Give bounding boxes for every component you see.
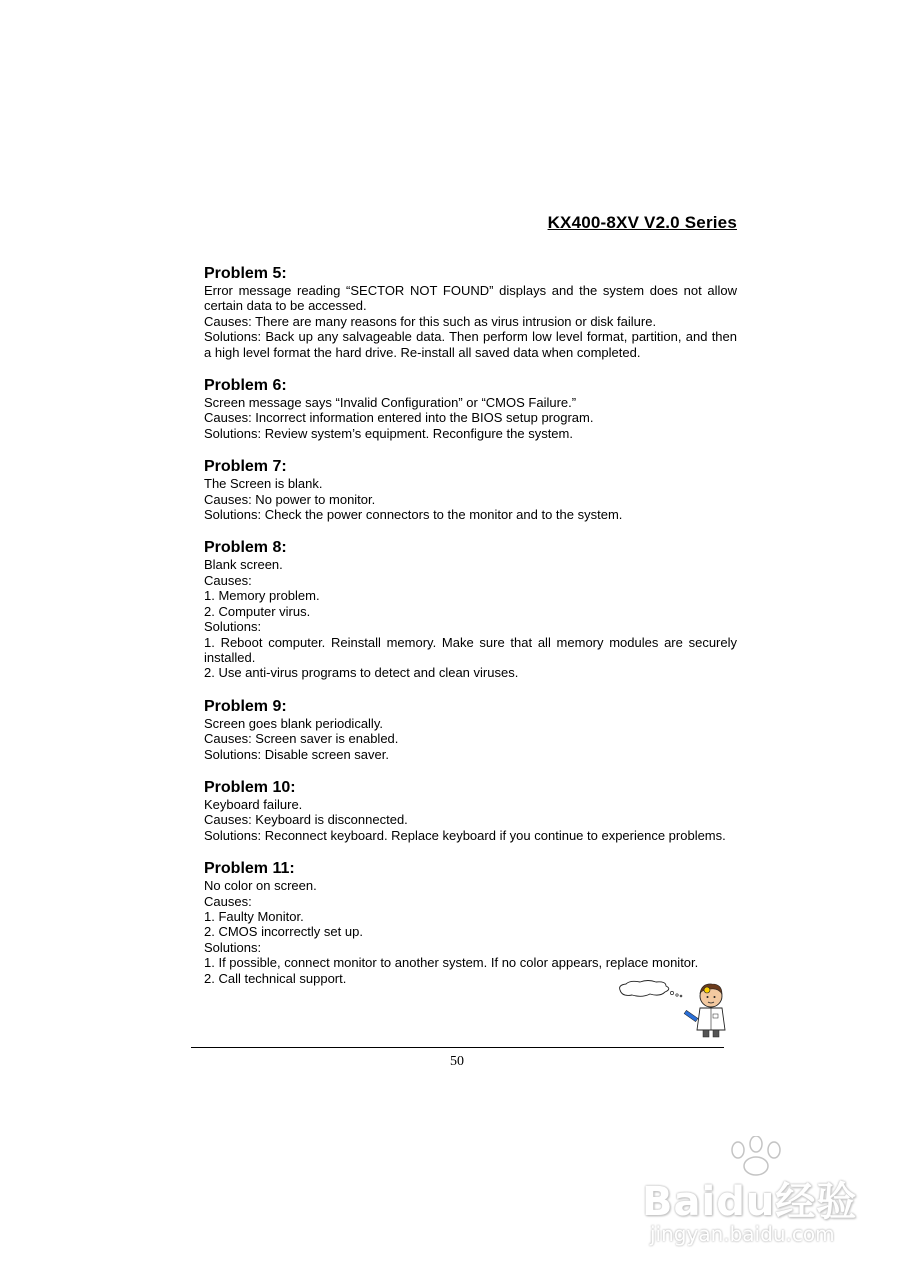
problem-section [204, 376, 737, 441]
page-number: 50 [450, 1054, 464, 1069]
problem-line: Causes: [204, 893, 252, 909]
problem-title: Problem 7: [204, 458, 287, 476]
problem-line: 1. Memory problem. [204, 588, 320, 604]
problem-line: 2. Call technical support. [204, 970, 347, 986]
problem-line: Causes: Keyboard is disconnected. [204, 812, 408, 828]
watermark-url: jingyan.baidu.com [650, 1222, 835, 1246]
baidu-watermark [636, 1142, 866, 1272]
problem-line: Causes: Incorrect information entered into the BIOS setup program. [204, 410, 594, 426]
problem-line: Solutions: Reconnect keyboard. Replace keyboard if you continue to experience problems. [204, 827, 726, 843]
footer-divider [191, 1047, 724, 1048]
problem-line: Solutions: Review system’s equipment. Reconfigure the system. [204, 425, 573, 441]
problem-line: Causes: [204, 572, 252, 588]
problem-line: Screen goes blank periodically. [204, 715, 383, 731]
problem-line: Solutions: Check the power connectors to the monitor and to the system. [204, 507, 623, 523]
page-header-title: KX400-8XV V2.0 Series [547, 213, 737, 232]
problem-line: The Screen is blank. [204, 476, 323, 492]
problem-line: 1. Faulty Monitor. [204, 908, 304, 924]
problem-line: Causes: There are many reasons for this such as virus intrusion or disk failure. [204, 313, 657, 329]
problem-title: Problem 11: [204, 860, 295, 878]
problem-line: No color on screen. [204, 878, 317, 894]
problem-line: Solutions: Disable screen saver. [204, 746, 389, 762]
problem-section [204, 859, 737, 986]
problem-line: 1. Reboot computer. Reinstall memory. Make sure that all memory modules are securely installed. [204, 634, 737, 665]
problem-title: Problem 6: [204, 377, 287, 395]
problem-title: Problem 5: [204, 265, 287, 282]
problem-title: Problem 9: [204, 697, 287, 715]
problem-line: Causes: No power to monitor. [204, 491, 376, 507]
problem-title: Problem 10: [204, 778, 296, 796]
problem-line: Solutions: Back up any salvageable data. Then perform low level format, partition, and then a high level format the hard drive. Re-install all saved data when completed. [204, 329, 737, 360]
problem-line: Causes: Screen saver is enabled. [204, 731, 399, 747]
problem-line: Keyboard failure. [204, 796, 303, 812]
doctor-mascot-icon [614, 978, 734, 1045]
problem-section [204, 457, 737, 522]
problem-line: Error message reading “SECTOR NOT FOUND” displays and the system does not allow certain data to be accessed. [204, 283, 737, 314]
problem-title: Problem 8: [204, 539, 287, 557]
problem-line: 2. Use anti-virus programs to detect and clean viruses. [204, 665, 519, 681]
problem-line: 2. Computer virus. [204, 603, 311, 619]
problem-section [204, 264, 737, 360]
problem-section [204, 538, 737, 680]
problem-section [204, 697, 737, 762]
problem-line: Solutions: [204, 619, 262, 635]
problem-line: Blank screen. [204, 557, 283, 573]
problem-section [204, 778, 737, 843]
problem-line: Screen message says “Invalid Configuration” or “CMOS Failure.” [204, 395, 577, 411]
problem-line: Solutions: [204, 939, 262, 955]
problem-line: 2. CMOS incorrectly set up. [204, 924, 363, 940]
problem-line: 1. If possible, connect monitor to another system. If no color appears, replace monitor. [204, 955, 699, 971]
problem-list [204, 264, 737, 1002]
watermark-logo: Baidu经验 [642, 1179, 858, 1225]
